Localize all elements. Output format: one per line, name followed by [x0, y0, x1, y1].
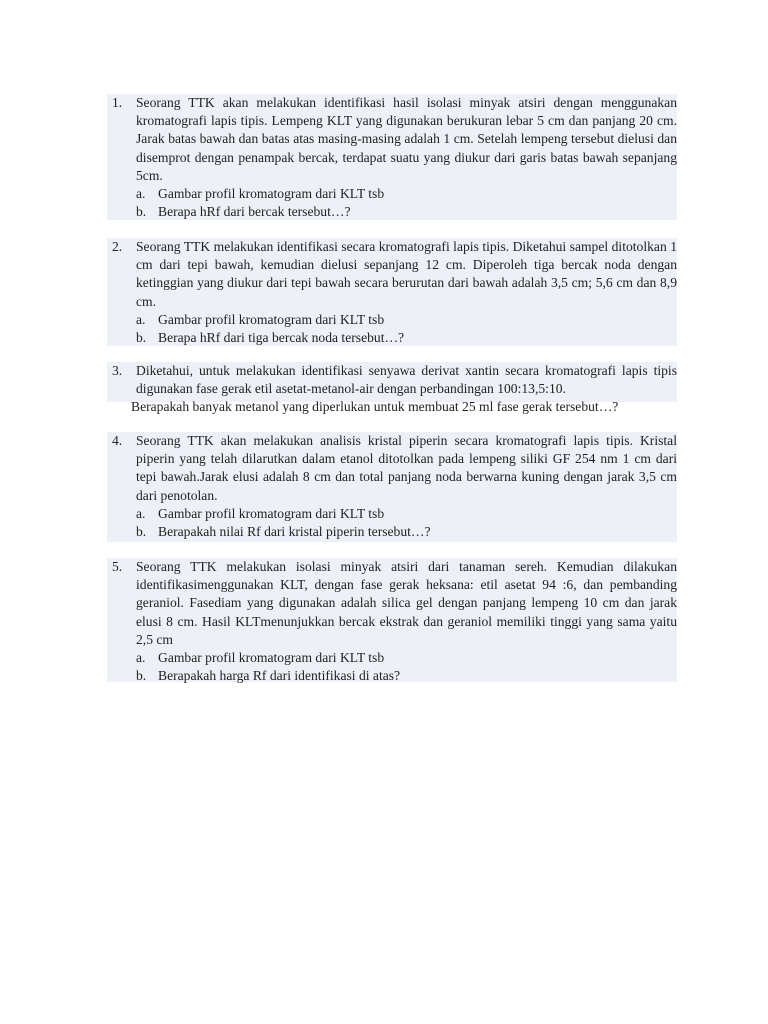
question-2: [107, 238, 677, 346]
question-number: 5.: [112, 559, 123, 574]
question-follow-up: Berapakah banyak metanol yang diperlukan untuk membuat 25 ml fase gerak tersebut…?: [131, 399, 619, 415]
sub-item-letter: b.: [136, 524, 147, 540]
sub-item-letter: a.: [136, 650, 146, 666]
sub-item-a: [136, 185, 677, 203]
question-text: Seorang TTK melakukan identifikasi secara kromatografi lapis tipis. Diketahui sampel ditotolkan 1 cm dari tepi bawah, kemudian dielusi sepanjang 12 cm. Diperoleh tiga bercak noda dengan ketinggian yang diukur dari tepi bawah secara berurutan dari bawah adalah 3,5 cm; 5,6 cm dan 8,9 cm.: [136, 239, 677, 309]
sub-item-b: [136, 329, 677, 347]
sub-item-text: Gambar profil kromatogram dari KLT tsb: [158, 186, 385, 202]
sub-item-letter: a.: [136, 186, 146, 202]
question-number: 1.: [112, 95, 123, 110]
sub-item-text: Berapa hRf dari tiga bercak noda tersebut…?: [158, 330, 405, 346]
question-number: 3.: [112, 363, 123, 378]
question-number: 2.: [112, 239, 123, 254]
question-text: Seorang TTK akan melakukan analisis kristal piperin secara kromatografi lapis tipis. Kristal piperin yang telah dilarutkan dalam etanol ditotolkan pada lempeng siliki GF 254 nm 1 cm dari tepi bawah.Jarak elusi adalah 8 cm dan total panjang noda berwarna kuning dengan jarak 3,5 cm dari penotolan.: [136, 433, 677, 503]
question-3: [107, 362, 677, 415]
sub-item-text: Berapa hRf dari bercak tersebut…?: [158, 204, 351, 220]
sub-item-letter: b.: [136, 204, 147, 220]
sub-item-letter: b.: [136, 668, 147, 684]
question-5: [107, 558, 677, 682]
sub-item-b: [136, 523, 677, 541]
sub-item-letter: b.: [136, 330, 147, 346]
sub-item-text: Gambar profil kromatogram dari KLT tsb: [158, 650, 385, 666]
question-text: Seorang TTK melakukan isolasi minyak atsiri dari tanaman sereh. Kemudian dilakukan identifikasimenggunakan KLT, dengan fase gerak heksana: etil asetat 94 :6, dan pembanding geraniol. Fasediam yang digunakan adalah silica gel dengan panjang lempeng 10 cm dan jarak elusi 8 cm. Hasil KLTmenunjukkan bercak ekstrak dan geraniol memiliki tinggi yang sama yaitu 2,5 cm: [136, 559, 677, 647]
question-text: Diketahui, untuk melakukan identifikasi senyawa derivat xantin secara kromatografi lapis tipis digunakan fase gerak etil asetat-metanol-air dengan perbandingan 100:13,5:10.: [136, 363, 677, 397]
sub-item-b: [136, 667, 677, 685]
question-text: Seorang TTK akan melakukan identifikasi hasil isolasi minyak atsiri dengan menggunakan kromatografi lapis tipis. Lempeng KLT yang digunakan berukuran lebar 5 cm dan panjang 20 cm. Jarak batas bawah dan batas atas masing-masing adalah 1 cm. Setelah lempeng tersebut dielusi dan disemprot dengan penampak bercak, terdapat suatu yang diukur dari garis batas bawah sepanjang 5cm.: [136, 95, 677, 183]
sub-item-text: Gambar profil kromatogram dari KLT tsb: [158, 505, 385, 521]
question-number: 4.: [112, 433, 123, 448]
sub-item-b: [136, 203, 677, 221]
question-4: [107, 432, 677, 542]
sub-item-a: [136, 311, 677, 329]
sub-item-text: Gambar profil kromatogram dari KLT tsb: [158, 311, 385, 327]
sub-item-a: [136, 505, 677, 523]
sub-item-text: Berapakah nilai Rf dari kristal piperin tersebut…?: [158, 524, 431, 540]
sub-item-letter: a.: [136, 311, 146, 327]
sub-item-letter: a.: [136, 505, 146, 521]
sub-item-text: Berapakah harga Rf dari identifikasi di atas?: [158, 668, 401, 684]
sub-item-a: [136, 649, 677, 667]
question-1: [107, 94, 677, 220]
